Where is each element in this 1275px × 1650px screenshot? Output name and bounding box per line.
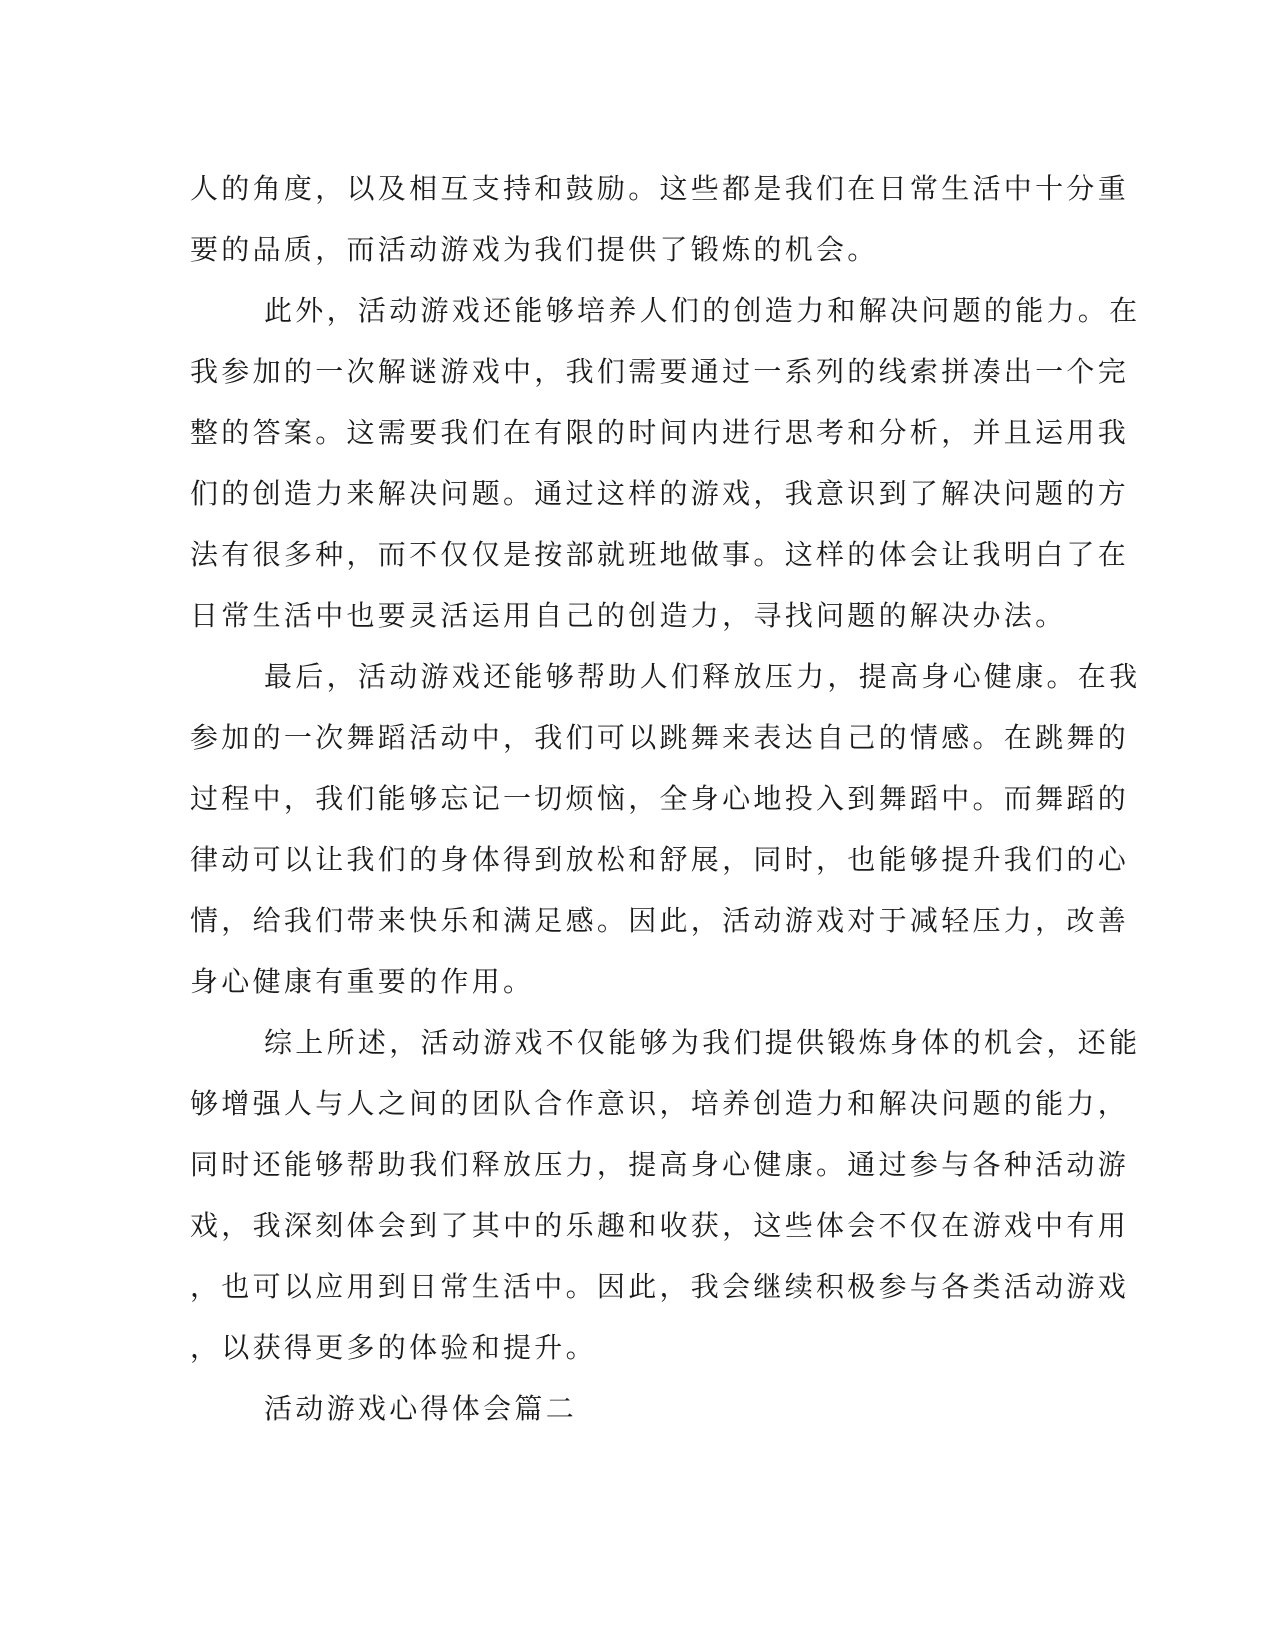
text-line: 要的品质，而活动游戏为我们提供了锻炼的机会。 — [190, 233, 879, 266]
text-line: 戏，我深刻体会到了其中的乐趣和收获，这些体会不仅在游戏中有用 — [190, 1209, 1130, 1242]
text-line: ，也可以应用到日常生活中。因此，我会继续积极参与各类活动游戏 — [190, 1270, 1130, 1303]
text-line: 日常生活中也要灵活运用自己的创造力，寻找问题的解决办法。 — [190, 599, 1067, 632]
text-line: 同时还能够帮助我们释放压力，提高身心健康。通过参与各种活动游 — [190, 1148, 1130, 1181]
paragraph-start-line: 此外，活动游戏还能够培养人们的创造力和解决问题的能力。在 — [264, 294, 1141, 327]
text-line: 情，给我们带来快乐和满足感。因此，活动游戏对于减轻压力，改善 — [190, 904, 1130, 937]
text-line: 人的角度，以及相互支持和鼓励。这些都是我们在日常生活中十分重 — [190, 172, 1130, 205]
paragraph-start-line: 综上所述，活动游戏不仅能够为我们提供锻炼身体的机会，还能 — [264, 1026, 1141, 1059]
document-body — [190, 158, 1141, 1439]
text-line: 整的答案。这需要我们在有限的时间内进行思考和分析，并且运用我 — [190, 416, 1130, 449]
paragraph-start-line: 最后，活动游戏还能够帮助人们释放压力，提高身心健康。在我 — [264, 660, 1141, 693]
text-line: ，以获得更多的体验和提升。 — [190, 1331, 597, 1364]
text-line: 过程中，我们能够忘记一切烦恼，全身心地投入到舞蹈中。而舞蹈的 — [190, 782, 1130, 815]
text-line: 法有很多种，而不仅仅是按部就班地做事。这样的体会让我明白了在 — [190, 538, 1130, 571]
text-line: 身心健康有重要的作用。 — [190, 965, 535, 998]
text-line: 参加的一次舞蹈活动中，我们可以跳舞来表达自己的情感。在跳舞的 — [190, 721, 1130, 754]
text-line: 我参加的一次解谜游戏中，我们需要通过一系列的线索拼凑出一个完 — [190, 355, 1130, 388]
text-line: 够增强人与人之间的团队合作意识，培养创造力和解决问题的能力， — [190, 1087, 1130, 1120]
text-line: 们的创造力来解决问题。通过这样的游戏，我意识到了解决问题的方 — [190, 477, 1130, 510]
section-heading: 活动游戏心得体会篇二 — [264, 1392, 578, 1425]
text-line: 律动可以让我们的身体得到放松和舒展，同时，也能够提升我们的心 — [190, 843, 1130, 876]
